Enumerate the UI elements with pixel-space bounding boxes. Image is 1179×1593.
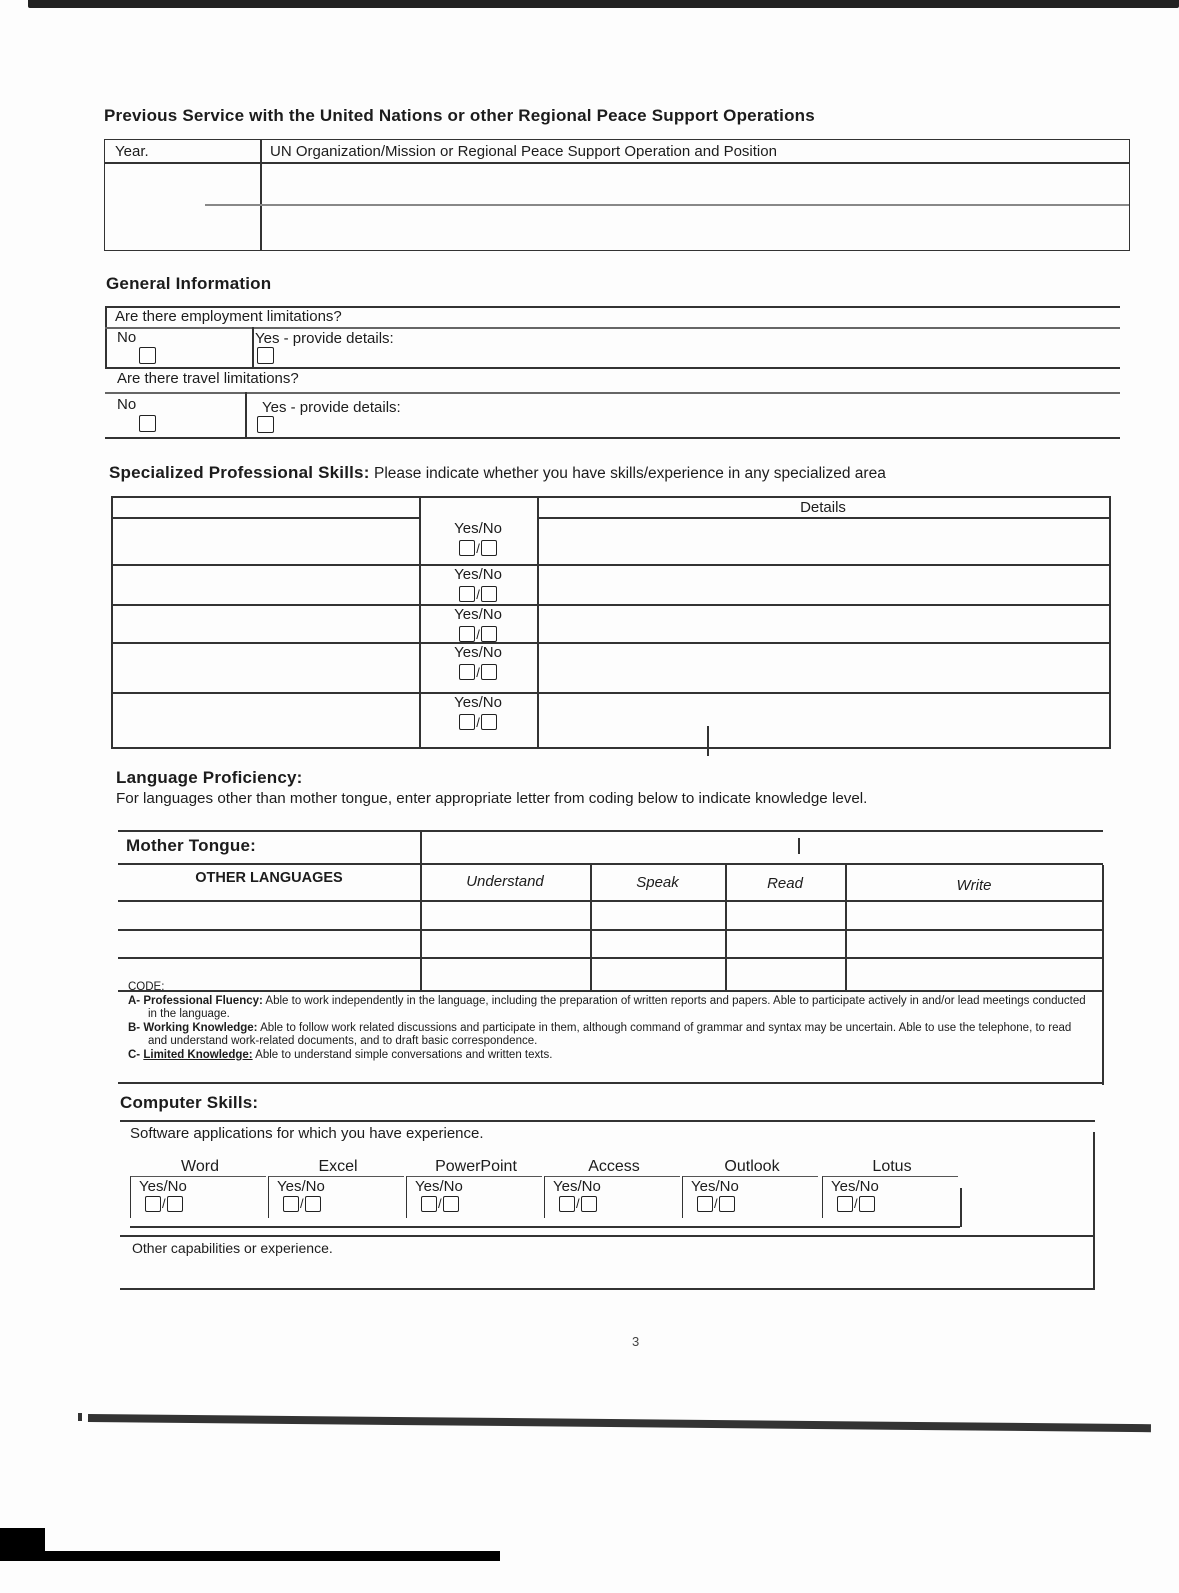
code-a — [128, 995, 1093, 1022]
skill-yes-checkbox[interactable] — [459, 714, 475, 730]
write-field[interactable] — [847, 901, 1102, 929]
app-name: Access — [588, 1158, 640, 1175]
previous-service-title: Previous Service with the United Nations or other Regional Peace Support Operations — [104, 106, 815, 125]
col-header-year: Year. — [115, 143, 149, 160]
slash-separator: / — [476, 586, 480, 602]
scan-edge-bar — [88, 1414, 1151, 1432]
skill-yes-no — [419, 606, 537, 643]
employment-yes-checkbox[interactable] — [257, 347, 274, 364]
skill-no-checkbox[interactable] — [481, 586, 497, 602]
language-title: Language Proficiency: — [116, 768, 303, 787]
code-c — [128, 1049, 1093, 1063]
code-c-text: Able to understand simple conversations and written texts. — [255, 1048, 553, 1061]
col-header-speak: Speak — [636, 874, 679, 891]
yes-no-boxes — [697, 1195, 818, 1213]
skill-area-field[interactable] — [113, 518, 417, 562]
yes-no-label: Yes/No — [691, 1178, 739, 1195]
language-table — [118, 830, 1103, 1085]
divider — [252, 327, 254, 368]
other-capabilities-label: Other capabilities or experience. — [132, 1240, 333, 1256]
app-yes-no-box — [268, 1176, 404, 1218]
language-instruction: For languages other than mother tongue, enter appropriate letter from coding below to indicate knowledge level. — [116, 790, 868, 807]
skill-yes-checkbox[interactable] — [459, 586, 475, 602]
app-name: PowerPoint — [435, 1158, 517, 1175]
skill-details-field[interactable] — [540, 692, 1106, 745]
slash-separator: / — [438, 1196, 442, 1212]
table-left-border — [105, 306, 107, 368]
skill-details-field[interactable] — [540, 604, 1106, 640]
yes-no-label: Yes/No — [454, 606, 502, 623]
travel-no-checkbox[interactable] — [139, 415, 156, 432]
app-no-checkbox[interactable] — [443, 1196, 459, 1212]
yes-no-label: Yes/No — [454, 566, 502, 583]
table-bottom-border — [118, 1082, 1103, 1084]
code-b — [128, 1022, 1093, 1049]
app-yes-no-box — [682, 1176, 818, 1218]
divider — [245, 392, 247, 438]
col-header-mission: UN Organization/Mission or Regional Peace Support Operation and Position — [270, 143, 777, 160]
yes-no-boxes — [145, 1195, 266, 1213]
col-header-read: Read — [767, 875, 803, 892]
understand-field[interactable] — [422, 901, 590, 929]
stray-mark — [798, 838, 800, 854]
employment-yes-label: Yes - provide details: — [255, 330, 394, 347]
slash-separator: / — [476, 626, 480, 642]
app-no-checkbox[interactable] — [581, 1196, 597, 1212]
skill-yes-no — [419, 566, 537, 603]
table-top-border — [111, 496, 1111, 498]
page-number: 3 — [632, 1334, 640, 1349]
app-no-checkbox[interactable] — [719, 1196, 735, 1212]
skill-area-field[interactable] — [113, 604, 417, 640]
app-yes-checkbox[interactable] — [559, 1196, 575, 1212]
mother-tongue-field[interactable] — [422, 832, 1102, 862]
other-capabilities-field[interactable] — [132, 1258, 1087, 1286]
app-no-checkbox[interactable] — [305, 1196, 321, 1212]
yes-no-label: Yes/No — [454, 520, 502, 537]
yes-no-boxes — [419, 625, 537, 643]
general-info-title: General Information — [106, 274, 272, 293]
table-right-border — [1102, 865, 1104, 1085]
yes-no-label: Yes/No — [454, 694, 502, 711]
yes-no-boxes — [419, 539, 537, 557]
table-bottom-border — [105, 437, 1120, 439]
code-a-name: Professional Fluency: — [143, 994, 263, 1007]
language-name-field[interactable] — [118, 901, 420, 929]
specialized-skills-instruction: Please indicate whether you have skills/experience in any specialized area — [374, 465, 886, 482]
app-name: Outlook — [724, 1158, 780, 1175]
year-field-1[interactable] — [105, 163, 259, 205]
employment-no-label: No — [117, 329, 137, 346]
travel-yes-label: Yes - provide details: — [262, 399, 401, 416]
skill-area-field[interactable] — [113, 564, 417, 602]
app-no-checkbox[interactable] — [859, 1196, 875, 1212]
table-bottom-border — [111, 747, 1111, 749]
yes-no-label: Yes/No — [831, 1178, 879, 1195]
software-instruction: Software applications for which you have experience. — [130, 1125, 484, 1142]
slash-separator: / — [476, 714, 480, 730]
code-legend — [128, 981, 1093, 1062]
yes-no-boxes — [419, 713, 537, 731]
app-no-checkbox[interactable] — [167, 1196, 183, 1212]
write-field[interactable] — [847, 930, 1102, 957]
divider — [118, 863, 1103, 865]
yes-no-label: Yes/No — [139, 1178, 187, 1195]
computer-skills-box — [120, 1120, 1095, 1290]
read-field[interactable] — [727, 930, 845, 957]
travel-no-label: No — [117, 396, 137, 413]
skill-yes-checkbox[interactable] — [459, 626, 475, 642]
read-field[interactable] — [727, 901, 845, 929]
app-lotus — [822, 1158, 958, 1218]
skill-yes-checkbox[interactable] — [459, 540, 475, 556]
slash-separator: / — [300, 1196, 304, 1212]
app-yes-checkbox[interactable] — [837, 1196, 853, 1212]
slash-separator: / — [162, 1196, 166, 1212]
employment-question: Are there employment limitations? — [115, 308, 342, 325]
specialized-skills-heading — [109, 463, 886, 483]
apps-bottom-border — [130, 1226, 960, 1228]
scan-edge-top — [28, 0, 1179, 8]
year-field-2[interactable] — [105, 206, 259, 248]
box-right-border — [1093, 1132, 1095, 1290]
col-header-understand: Understand — [466, 873, 544, 890]
skill-area-field[interactable] — [113, 642, 417, 690]
understand-field[interactable] — [422, 930, 590, 957]
details-header: Details — [800, 499, 846, 516]
slash-separator: / — [714, 1196, 718, 1212]
col-header-other-languages: OTHER LANGUAGES — [195, 870, 343, 886]
app-yes-no-box — [406, 1176, 542, 1218]
yes-no-label: Yes/No — [415, 1178, 463, 1195]
travel-question: Are there travel limitations? — [117, 370, 299, 387]
app-name: Excel — [318, 1158, 358, 1175]
skill-no-checkbox[interactable] — [481, 540, 497, 556]
yes-no-label: Yes/No — [454, 644, 502, 661]
app-yes-no-box — [822, 1176, 958, 1218]
divider — [120, 1235, 1095, 1237]
yes-no-boxes — [837, 1195, 958, 1213]
yes-no-boxes — [559, 1195, 680, 1213]
skill-yes-no — [419, 520, 537, 557]
box-bottom-border — [120, 1288, 1095, 1290]
box-top-border — [120, 1120, 1095, 1122]
skill-details-field[interactable] — [540, 518, 1106, 562]
app-yes-no-box — [544, 1176, 680, 1218]
skill-yes-no — [419, 644, 537, 681]
yes-no-label: Yes/No — [277, 1178, 325, 1195]
yes-no-boxes — [421, 1195, 542, 1213]
code-label: CODE: — [128, 981, 165, 993]
code-c-name: Limited Knowledge: — [143, 1048, 253, 1061]
scan-mark — [78, 1413, 82, 1421]
table-right-border — [1109, 496, 1111, 748]
mission-field-1[interactable] — [262, 163, 1128, 205]
previous-service-table — [104, 139, 1130, 251]
mother-tongue-label: Mother Tongue: — [126, 836, 256, 855]
slash-separator: / — [854, 1196, 858, 1212]
apps-right-border — [960, 1188, 962, 1227]
speak-field[interactable] — [592, 930, 725, 957]
stray-mark — [707, 726, 709, 756]
skill-details-field[interactable] — [540, 642, 1106, 690]
skill-yes-checkbox[interactable] — [459, 664, 475, 680]
app-name: Lotus — [872, 1158, 912, 1175]
divider — [105, 392, 1120, 394]
slash-separator: / — [476, 664, 480, 680]
specialized-skills-title: Specialized Professional Skills: — [109, 463, 370, 482]
speak-field[interactable] — [592, 901, 725, 929]
code-a-key: A- — [128, 994, 141, 1007]
col-header-write: Write — [956, 877, 992, 894]
slash-separator: / — [576, 1196, 580, 1212]
skill-no-checkbox[interactable] — [481, 626, 497, 642]
travel-yes-checkbox[interactable] — [257, 416, 274, 433]
specialized-skills-table — [111, 496, 1111, 748]
app-name: Word — [181, 1158, 219, 1175]
skill-no-checkbox[interactable] — [481, 714, 497, 730]
skill-yes-no — [419, 694, 537, 731]
column-divider — [537, 496, 539, 748]
app-yes-checkbox[interactable] — [283, 1196, 299, 1212]
yes-no-label: Yes/No — [553, 1178, 601, 1195]
code-b-name: Working Knowledge: — [143, 1021, 258, 1034]
divider — [105, 367, 1120, 369]
code-a-text: Able to work independently in the language, including the preparation of written reports and papers. Able to participate actively in and/or lead meetings conducted in the language. — [148, 994, 1086, 1020]
yes-no-boxes — [419, 663, 537, 681]
app-yes-checkbox[interactable] — [421, 1196, 437, 1212]
yes-no-boxes — [419, 585, 537, 603]
divider — [105, 327, 1120, 329]
code-b-key: B- — [128, 1021, 141, 1034]
skill-no-checkbox[interactable] — [481, 664, 497, 680]
code-c-key: C- — [128, 1048, 141, 1061]
skill-details-field[interactable] — [540, 564, 1106, 602]
language-name-field[interactable] — [118, 930, 420, 957]
slash-separator: / — [476, 540, 480, 556]
scan-edge-bottom — [0, 1551, 500, 1561]
skill-area-field[interactable] — [113, 692, 417, 745]
general-info-table — [105, 306, 1120, 438]
computer-skills-title: Computer Skills: — [120, 1093, 259, 1112]
app-yes-checkbox[interactable] — [145, 1196, 161, 1212]
yes-no-boxes — [283, 1195, 404, 1213]
mission-field-2[interactable] — [262, 206, 1128, 248]
employment-no-checkbox[interactable] — [139, 347, 156, 364]
app-yes-checkbox[interactable] — [697, 1196, 713, 1212]
code-b-text: Able to follow work related discussions and participate in them, although command of grammar and syntax may be uncertain. Able to use the telephone, to read and understand work-related documents, and to draft basic correspondence. — [148, 1021, 1072, 1047]
app-yes-no-box — [130, 1176, 266, 1218]
